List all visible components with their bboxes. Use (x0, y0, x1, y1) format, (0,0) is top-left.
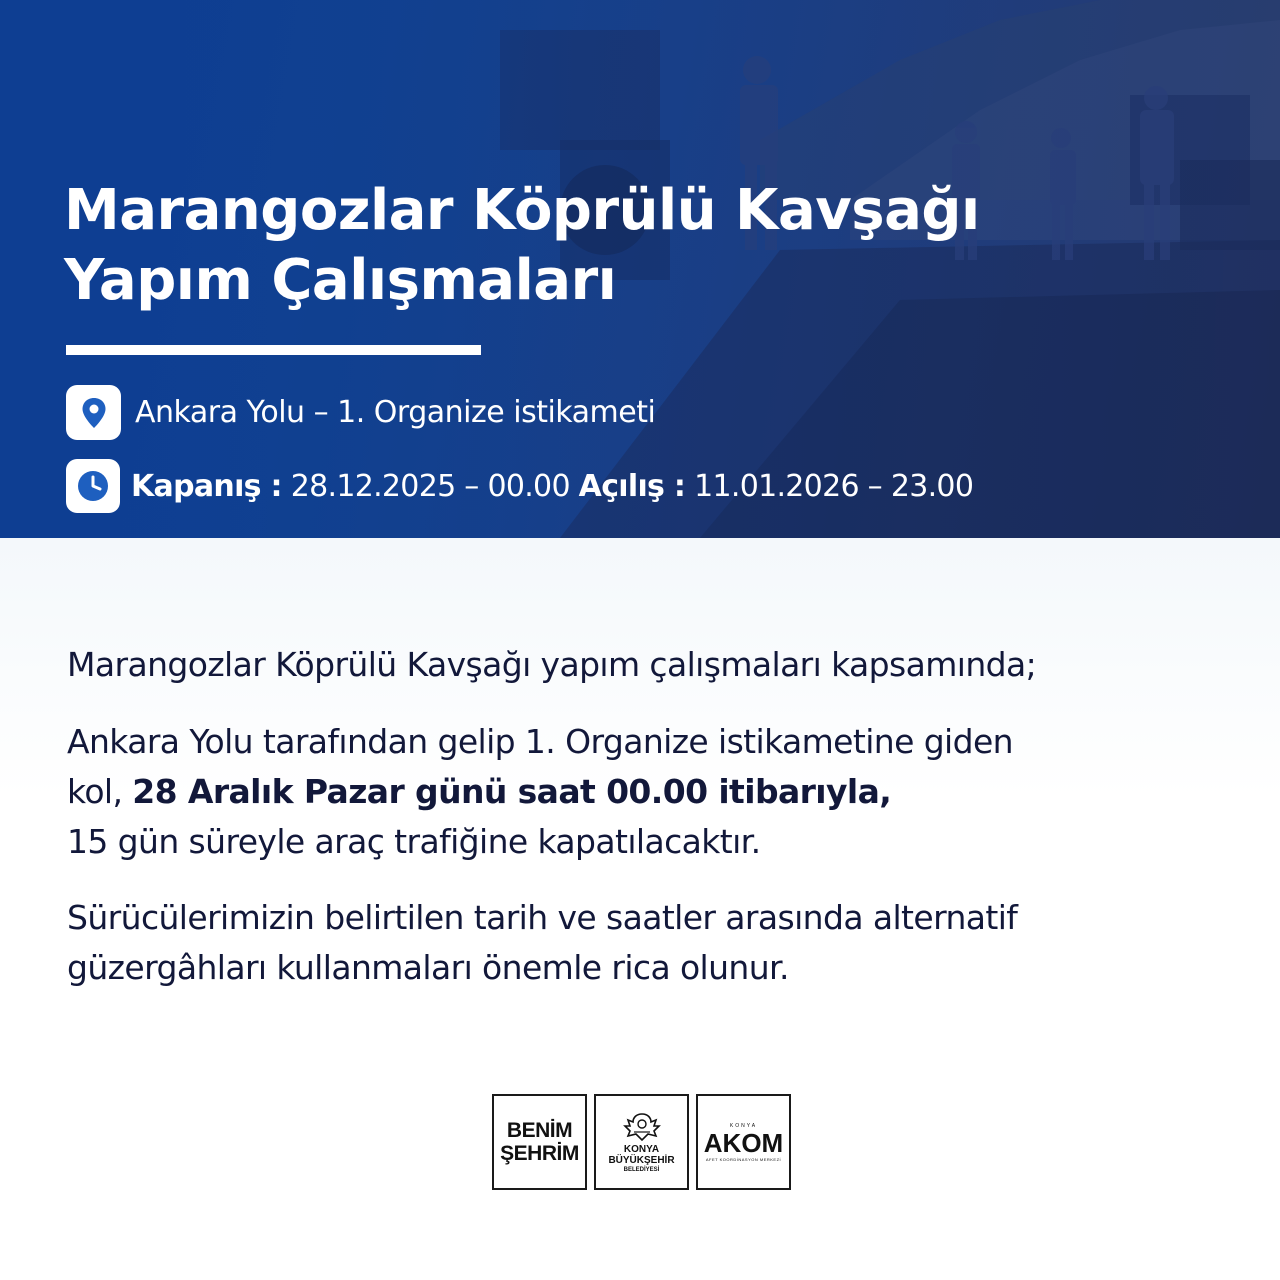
location-row (66, 385, 655, 440)
title-line-1: Marangozlar Köprülü Kavşağı (64, 178, 980, 243)
closure-line-2-prefix: kol, (67, 772, 133, 811)
closure-paragraph (67, 717, 1217, 867)
konya-emblem-icon (620, 1110, 664, 1144)
schedule-text (131, 469, 973, 504)
konya-line-1: KONYA (623, 1144, 660, 1155)
advice-line-2: güzergâhları kullanmaları önemle rica olunur. (67, 948, 789, 987)
schedule-row (66, 459, 973, 513)
akom-wordmark: AKOM (703, 1127, 784, 1158)
opening-value: 11.01.2026 – 23.00 (694, 468, 974, 504)
closure-date-highlight: 28 Aralık Pazar günü saat 00.00 itibarıyla, (132, 772, 892, 811)
closure-line-2 (67, 767, 1217, 817)
partner-logos (492, 1094, 791, 1190)
benim-sehrim-line-1: BENİM (506, 1119, 573, 1142)
clock-icon (66, 459, 120, 513)
closing-label: Kapanış : (131, 468, 282, 504)
title-line-2: Yapım Çalışmaları (64, 248, 617, 313)
opening-label: Açılış : (578, 468, 686, 504)
intro-line: Marangozlar Köprülü Kavşağı yapım çalışmaları kapsamında; (67, 645, 1037, 684)
page-title (64, 176, 1044, 316)
konya-line-3: BELEDİYESİ (623, 1167, 660, 1173)
closing-value: 28.12.2025 – 00.00 (290, 468, 570, 504)
closure-line-1: Ankara Yolu tarafından gelip 1. Organize istikametine giden (67, 722, 1013, 761)
benim-sehrim-logo (492, 1094, 587, 1190)
title-divider (66, 345, 481, 355)
location-pin-icon (66, 385, 121, 440)
intro-paragraph (67, 640, 1217, 690)
konya-line-2: BÜYÜKŞEHİR (608, 1155, 675, 1166)
konya-buyuksehir-logo (594, 1094, 689, 1190)
benim-sehrim-line-2: ŞEHRİM (500, 1142, 579, 1165)
akom-logo (696, 1094, 791, 1190)
akom-subtitle: AFET KOORDİNASYON MERKEZİ (705, 1156, 782, 1162)
advice-paragraph (67, 893, 1217, 993)
location-text: Ankara Yolu – 1. Organize istikameti (135, 395, 656, 430)
akom-top-text: KONYA (729, 1122, 758, 1129)
advice-line-1: Sürücülerimizin belirtilen tarih ve saatler arasında alternatif (67, 898, 1018, 937)
closure-line-3: 15 gün süreyle araç trafiğine kapatılacaktır. (67, 822, 761, 861)
hero-banner (0, 0, 1280, 538)
